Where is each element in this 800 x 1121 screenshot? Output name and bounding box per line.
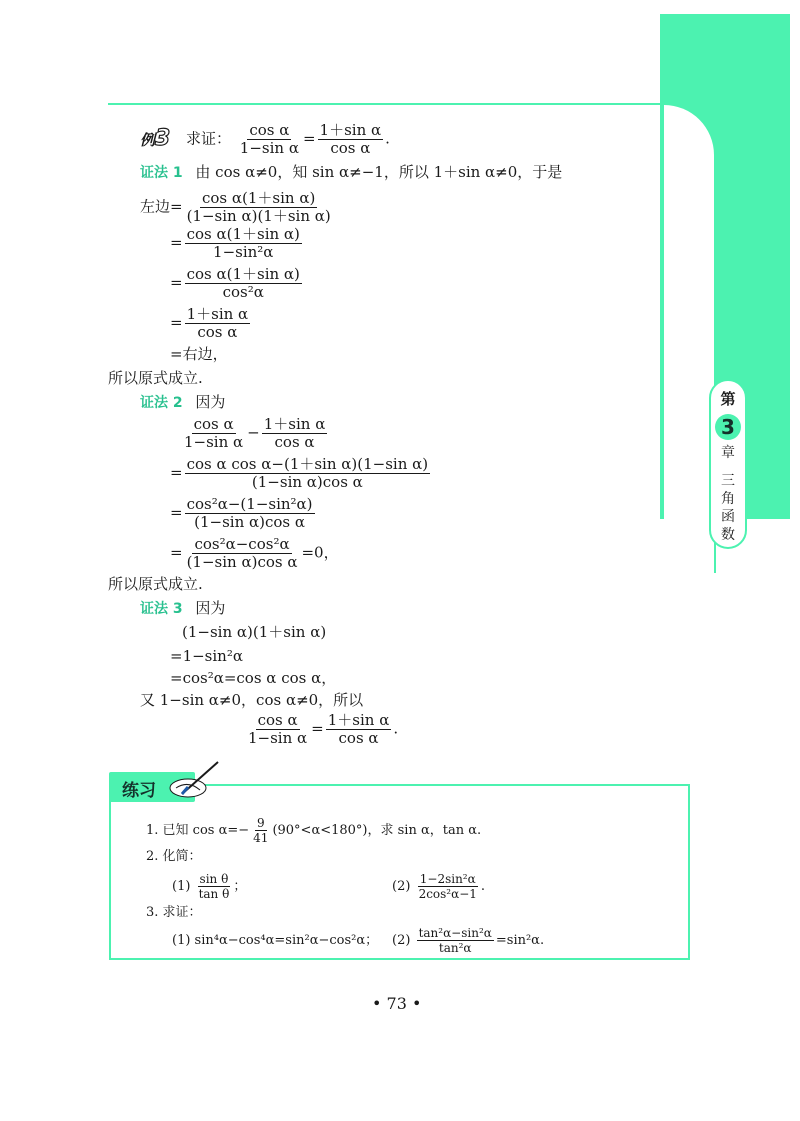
fraction [318,122,384,157]
denominator: 1−sin²α [213,243,274,261]
proof2-intro: 因为 [195,393,226,411]
proof1-step1 [140,190,335,225]
pen-icon [166,760,222,800]
example-label-number: 3 [155,126,171,151]
numerator: 1＋sin α [186,305,249,323]
chapter-title-char: 数 [721,527,735,543]
numerator: 1−2sin²α [419,872,476,886]
numerator: 1＋sin α [319,121,382,139]
proof1-conclusion: 所以原式成立. [108,369,203,387]
denominator: cos α [338,729,379,747]
practice-q2b [392,872,485,901]
example-prompt: 求证： [186,129,232,148]
denominator: cos α [274,433,315,451]
item-label: (2) [392,933,411,948]
minus-sign: − [247,423,260,442]
numerator: cos α(1＋sin α) [186,225,300,243]
fraction [182,416,245,451]
fraction [246,712,309,747]
practice-title: 练习 [122,781,156,801]
fraction [185,306,251,341]
denominator: cos α [330,139,371,157]
example-label-text: 例 [140,131,156,149]
chapter-title-char: 角 [721,491,735,507]
chapter-suffix: 章 [721,445,735,461]
proof1-final: =右边， [170,345,228,363]
denominator: (1−sin α)cos α [194,513,306,531]
denominator: 41 [253,831,269,845]
denominator: tan θ [198,887,230,901]
numerator: cos α(1＋sin α) [202,189,316,207]
q1-suffix: (90°<α<180°)，求 sin α，tan α. [272,823,482,838]
proof3-intro: 因为 [195,599,226,617]
numerator: cos α(1＋sin α) [186,265,300,283]
fraction [197,872,232,901]
denominator: cos²α [222,283,264,301]
proof2-label: 证法 2 [140,395,183,411]
example-label [140,126,170,151]
denominator: (1−sin α)(1＋sin α) [186,207,331,225]
proof3-line4: 又 1−sin α≠0，cos α≠0，所以 [140,691,364,709]
denominator: 1−sin α [184,433,244,451]
proof3-line3: =cos²α=cos α cos α， [170,669,337,687]
numerator: cos²α−cos²α [194,535,290,553]
chapter-tab [709,379,747,549]
fraction [238,122,301,157]
proof3-label: 证法 3 [140,601,183,617]
chapter-title [711,472,745,544]
practice-q3: 3. 求证： [146,905,202,920]
proof1-label: 证法 1 [140,165,183,181]
practice-q1 [146,816,481,845]
fraction [185,266,302,301]
chapter-prefix: 第 [720,390,736,408]
fraction [185,190,333,225]
fraction [185,456,431,491]
proof1-step4: = $\frac{\text{1＋sin α}}{\text{cos α}}$ [170,305,249,341]
equals-sign: = [302,129,316,148]
proof3-final-identity: $\frac{\text{cos α}}{\text{1−sin α}}$ = $\frac{\text{1＋sin α}}{\text{cos α}}$ . [248,711,399,747]
proof2-step1 [180,416,329,451]
fraction [185,496,315,531]
item-label: (2) [392,879,411,894]
proof3-line1: (1−sin α)(1＋sin α) [182,623,327,641]
proof3-line2: =1−sin²α [170,647,243,665]
practice-q3a: (1) sin⁴α−cos⁴α=sin²α−cos²α； [172,933,379,948]
practice-q2: 2. 化简： [146,849,202,864]
proof2-step4: = $\frac{\text{cos²α−cos²α}}{\text{(1−sin α)cos α}}$ =0， [170,535,339,571]
proof1-intro-line [140,162,562,183]
numerator: 1＋sin α [263,415,326,433]
practice-q3b [392,926,544,955]
punctuation: ； [233,879,247,894]
proof1-step3: = $\frac{\text{cos α(1＋sin α)}}{\text{cos²α}}$ [170,265,300,301]
numerator: 1＋sin α [327,711,390,729]
chapter-number: 3 [715,414,741,440]
chapter-title-char: 函 [721,509,735,525]
proof3-intro-line [140,598,225,619]
fraction [185,536,300,571]
numerator: cos α [257,711,298,729]
equals-zero: =0， [301,543,339,562]
denominator: tan²α [438,941,472,955]
fraction [262,416,328,451]
fraction [185,226,302,261]
fraction [251,816,270,845]
denominator: 2cos²α−1 [418,887,477,901]
punctuation: . [480,879,486,894]
page-number: • 73 • [372,994,422,1013]
period: . [385,129,390,148]
proof1-step2: = $\frac{\text{cos α(1＋sin α)}}{\text{1−sin²α}}$ [170,225,300,261]
proof1-intro: 由 cos α≠0，知 sin α≠−1，所以 1＋sin α≠0，于是 [195,163,563,181]
denominator: (1−sin α)cos α [251,473,363,491]
denominator: (1−sin α)cos α [186,553,298,571]
q1-prefix: 1. 已知 cos α=− [146,823,250,838]
item-label: (1) [172,879,191,894]
fraction [417,926,494,955]
proof2-conclusion: 所以原式成立. [108,575,203,593]
chapter-title-char: 三 [721,473,735,489]
denominator: cos α [197,323,238,341]
lhs-word: 左边= [140,197,183,216]
proof2-step3: = $\frac{\text{cos²α−(1−sin²α)}}{\text{(1−sin α)cos α}}$ [170,495,313,531]
proof2-step2: = $\frac{\text{cos α cos α−(1＋sin α)(1−sin α)}}{\text{(1−sin α)cos α}}$ [170,455,429,491]
practice-q2a [172,872,246,901]
numerator: tan²α−sin²α [418,926,492,940]
numerator: cos α [193,415,234,433]
numerator: sin θ [199,872,229,886]
proof2-intro-line [140,392,225,413]
example-statement [186,122,390,157]
equals-tail: =sin²α. [495,933,545,948]
fraction [326,712,392,747]
header-rule [108,103,660,105]
numerator: cos α [249,121,290,139]
numerator: 9 [256,816,265,830]
numerator: cos²α−(1−sin²α) [186,495,313,513]
denominator: 1−sin α [239,139,299,157]
fraction [417,872,479,901]
denominator: 1−sin α [248,729,308,747]
numerator: cos α cos α−(1＋sin α)(1−sin α) [186,455,429,473]
